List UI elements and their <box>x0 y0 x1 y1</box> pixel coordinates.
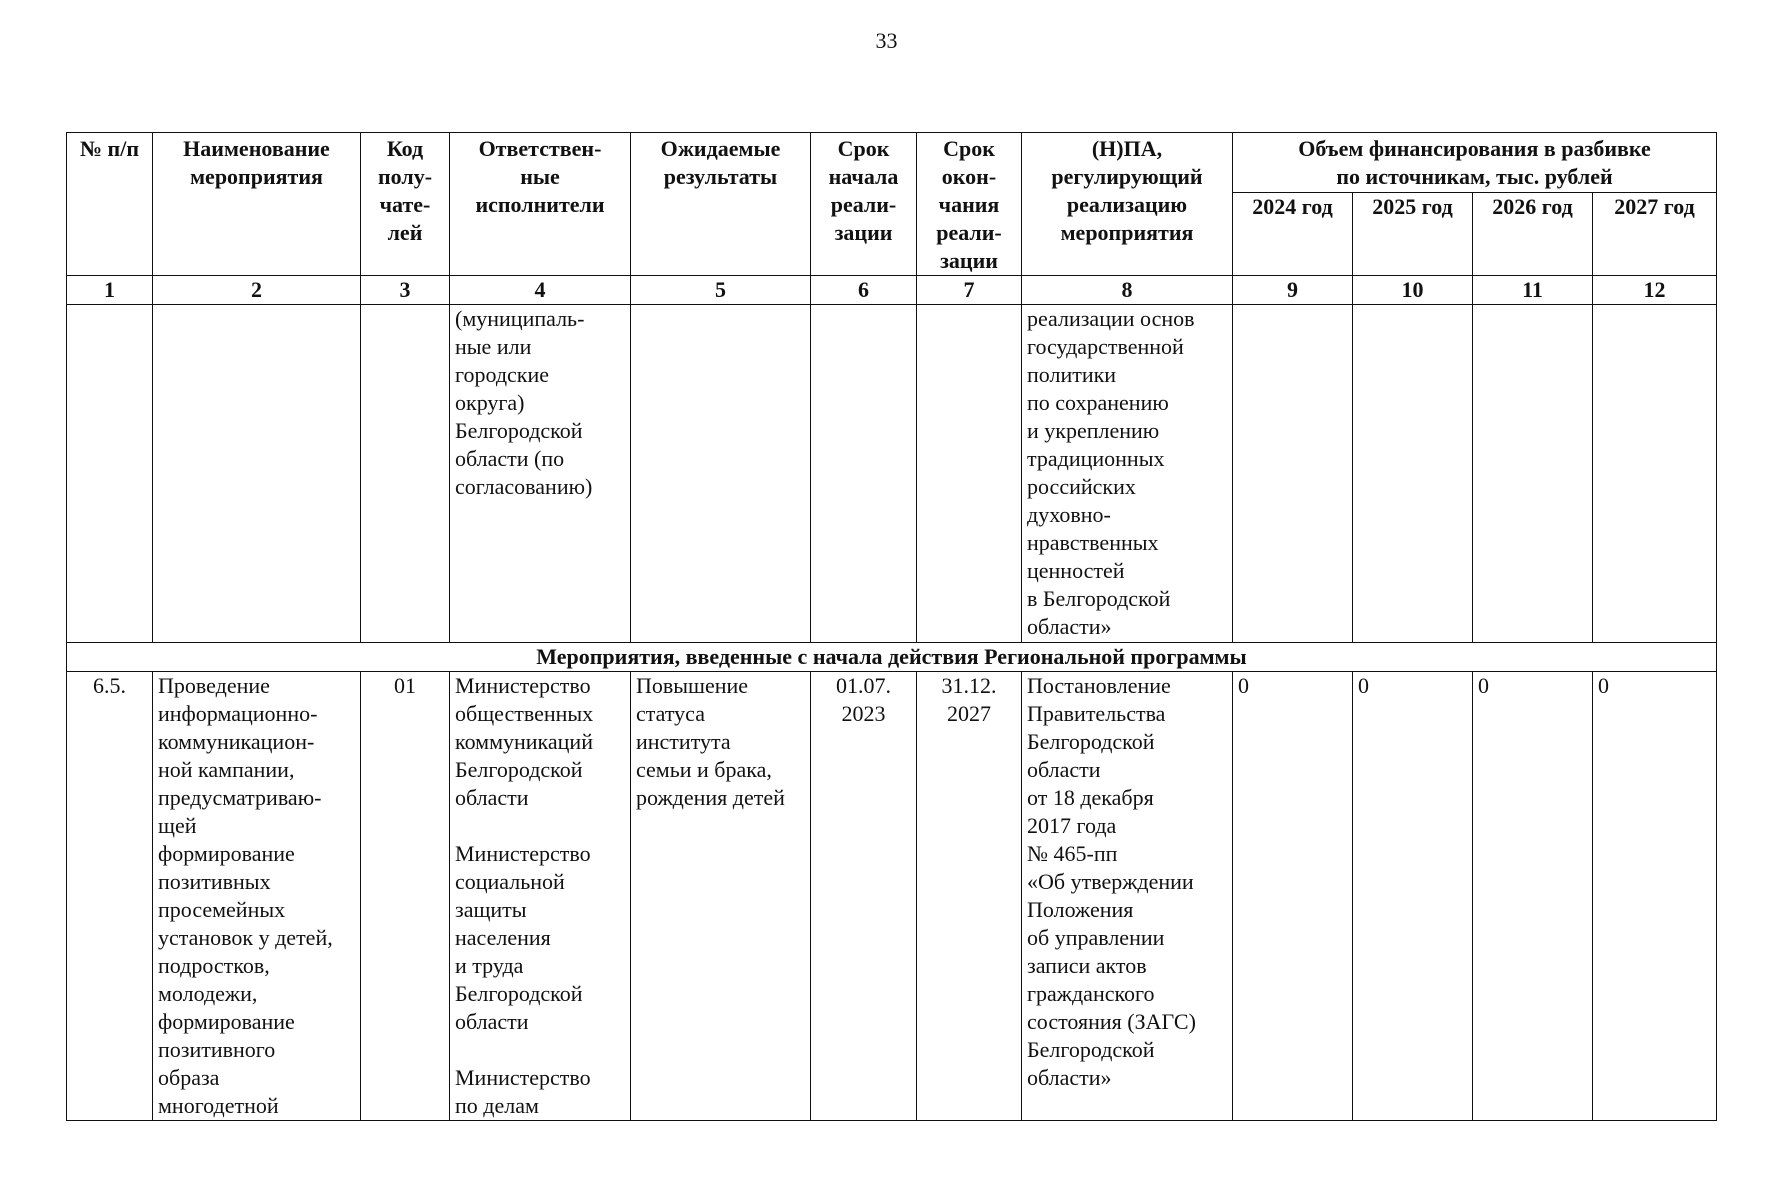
table-cell <box>361 305 450 643</box>
table-cell <box>1353 305 1473 643</box>
header-code: Код полу- чате- лей <box>361 133 450 276</box>
header-name: Наименование мероприятия <box>153 133 361 276</box>
column-number: 7 <box>917 276 1022 305</box>
page-number: 33 <box>875 28 898 53</box>
header-start: Срок начала реали- зации <box>811 133 917 276</box>
column-number-row <box>67 276 1717 305</box>
recipient-code: 01 <box>361 672 450 1121</box>
header-year-2026: 2026 год <box>1473 193 1593 276</box>
header-results: Ожидаемые результаты <box>631 133 811 276</box>
header-financing: Объем финансирования в разбивке по источникам, тыс. рублей <box>1233 133 1717 193</box>
table-row <box>67 672 1717 1121</box>
header-year-2027: 2027 год <box>1593 193 1717 276</box>
header-responsible: Ответствен- ные исполнители <box>450 133 631 276</box>
financing-2024: 0 <box>1233 672 1353 1121</box>
continued-npa: реализации основ государственной политики по сохранению и укреплению традиционных российских духовно- нравственных ценностей в Белгородской области» <box>1022 305 1233 643</box>
program-table <box>66 132 1717 1121</box>
row-number: 6.5. <box>67 672 153 1121</box>
column-number: 3 <box>361 276 450 305</box>
column-number: 12 <box>1593 276 1717 305</box>
npa-reference: Постановление Правительства Белгородской области от 18 декабря 2017 года № 465-пп «Об утверждении Положения об управлении записи актов гражданского состояния (ЗАГС) Белгородской области» <box>1022 672 1233 1121</box>
start-date: 01.07. 2023 <box>811 672 917 1121</box>
header-row-1 <box>67 133 1717 193</box>
column-number: 8 <box>1022 276 1233 305</box>
column-number: 9 <box>1233 276 1353 305</box>
header-year-2024: 2024 год <box>1233 193 1353 276</box>
table-cell <box>1233 305 1353 643</box>
column-number: 6 <box>811 276 917 305</box>
column-number: 5 <box>631 276 811 305</box>
financing-2027: 0 <box>1593 672 1717 1121</box>
measure-name: Проведение информационно- коммуникацион- ной кампании, предусматриваю- щей формирование позитивных просемейных установок у детей, подростков, молодежи, формирование позитивного образа многодетной <box>153 672 361 1121</box>
table-cell <box>917 305 1022 643</box>
continued-row <box>67 305 1717 643</box>
header-number: № п/п <box>67 133 153 276</box>
table-cell <box>1473 305 1593 643</box>
table-cell <box>631 305 811 643</box>
header-npa: (Н)ПА, регулирующий реализацию мероприятия <box>1022 133 1233 276</box>
header-year-2025: 2025 год <box>1353 193 1473 276</box>
table-cell <box>153 305 361 643</box>
section-row <box>67 643 1717 672</box>
financing-2025: 0 <box>1353 672 1473 1121</box>
column-number: 11 <box>1473 276 1593 305</box>
financing-2026: 0 <box>1473 672 1593 1121</box>
end-date: 31.12. 2027 <box>917 672 1022 1121</box>
column-number: 4 <box>450 276 631 305</box>
table-cell <box>811 305 917 643</box>
expected-results: Повышение статуса института семьи и брака, рождения детей <box>631 672 811 1121</box>
continued-responsible: (муниципаль- ные или городские округа) Белгородской области (по согласованию) <box>450 305 631 643</box>
column-number: 10 <box>1353 276 1473 305</box>
header-end: Срок окон- чания реали- зации <box>917 133 1022 276</box>
column-number: 2 <box>153 276 361 305</box>
table-cell <box>67 305 153 643</box>
responsible-executors: Министерство общественных коммуникаций Белгородской области Министерство социальной защиты населения и труда Белгородской области Министерство по делам <box>450 672 631 1121</box>
table-cell <box>1593 305 1717 643</box>
section-title: Мероприятия, введенные с начала действия Региональной программы <box>67 643 1717 672</box>
column-number: 1 <box>67 276 153 305</box>
